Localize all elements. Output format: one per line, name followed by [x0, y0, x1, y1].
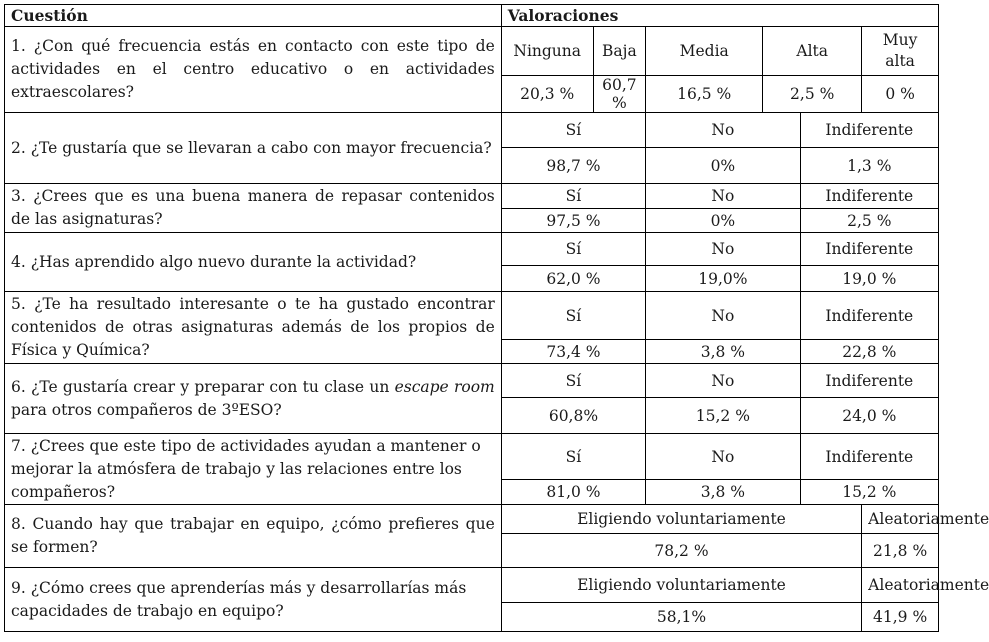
q6-options-row	[5, 364, 939, 398]
q9-value-aleatorio: 41,9 %	[862, 603, 939, 632]
q3-option-no: No	[646, 184, 800, 209]
q6-value-si: 60,8%	[501, 398, 645, 434]
q5-option-indiferente: Indiferente	[800, 292, 938, 340]
q2-value-si: 98,7 %	[501, 148, 645, 184]
q6-option-no: No	[646, 364, 800, 398]
q6-value-no: 15,2 %	[646, 398, 800, 434]
survey-results-table	[4, 4, 989, 632]
q8-option-voluntario: Eligiendo voluntariamente	[501, 505, 861, 534]
header-question: Cuestión	[5, 5, 502, 27]
q4-value-indiferente: 19,0 %	[800, 266, 938, 292]
q2-value-no: 0%	[646, 148, 800, 184]
q1-value-baja: 60,7 %	[593, 76, 646, 113]
q4-options-row	[5, 233, 939, 266]
q2-option-si: Sí	[501, 113, 645, 148]
q9-question: 9. ¿Cómo crees que aprenderías más y desarrollarías más capacidades de trabajo en equipo?	[5, 568, 502, 632]
q4-value-si: 62,0 %	[501, 266, 645, 292]
q6-option-si: Sí	[501, 364, 645, 398]
q7-option-indiferente: Indiferente	[800, 434, 938, 480]
q6-question-escape-room: escape room	[394, 377, 495, 396]
q8-value-voluntario: 78,2 %	[501, 534, 861, 568]
q3-value-no: 0%	[646, 209, 800, 233]
q3-options-row	[5, 184, 939, 209]
q8-options-row	[5, 505, 939, 534]
q4-value-no: 19,0%	[646, 266, 800, 292]
q4-option-indiferente: Indiferente	[800, 233, 938, 266]
q5-value-si: 73,4 %	[501, 340, 645, 364]
q1-value-muy-alta: 0 %	[862, 76, 939, 113]
q6-question	[5, 364, 502, 434]
q1-options-row	[5, 27, 939, 76]
q7-value-indiferente: 15,2 %	[800, 480, 938, 505]
q7-question: 7. ¿Crees que este tipo de actividades ayudan a mantener o mejorar la atmósfera de trabajo y las relaciones entre los compañeros?	[5, 434, 502, 505]
q5-value-no: 3,8 %	[646, 340, 800, 364]
q4-question: 4. ¿Has aprendido algo nuevo durante la actividad?	[5, 233, 502, 292]
q7-option-si: Sí	[501, 434, 645, 480]
q1-option-ninguna: Ninguna	[501, 27, 593, 76]
q1-option-baja: Baja	[593, 27, 646, 76]
q8-option-aleatorio: Aleatoriamente	[862, 505, 939, 534]
q3-option-indiferente: Indiferente	[800, 184, 938, 209]
q3-value-indiferente: 2,5 %	[800, 209, 938, 233]
q8-value-aleatorio: 21,8 %	[862, 534, 939, 568]
q2-question: 2. ¿Te gustaría que se llevaran a cabo con mayor frecuencia?	[5, 113, 502, 184]
q6-option-indiferente: Indiferente	[800, 364, 938, 398]
q9-value-voluntario: 58,1%	[501, 603, 861, 632]
q7-options-row	[5, 434, 939, 480]
q5-value-indiferente: 22,8 %	[800, 340, 938, 364]
q1-value-alta: 2,5 %	[763, 76, 862, 113]
q5-question: 5. ¿Te ha resultado interesante o te ha gustado encontrar contenidos de otras asignaturas además de los propios de Física y Química?	[5, 292, 502, 364]
q5-options-row	[5, 292, 939, 340]
q1-value-ninguna: 20,3 %	[501, 76, 593, 113]
q4-option-si: Sí	[501, 233, 645, 266]
q6-question-start: 6. ¿Te gustaría crear y preparar con tu clase un	[11, 377, 395, 396]
q1-value-media: 16,5 %	[646, 76, 763, 113]
q7-option-no: No	[646, 434, 800, 480]
q2-option-indiferente: Indiferente	[800, 113, 938, 148]
q3-value-si: 97,5 %	[501, 209, 645, 233]
q1-option-muy-alta: Muy alta	[862, 27, 939, 76]
q1-question: 1. ¿Con qué frecuencia estás en contacto con este tipo de actividades en el centro educativo o en actividades extraescolares?	[5, 27, 502, 113]
q1-option-media: Media	[646, 27, 763, 76]
q5-option-no: No	[646, 292, 800, 340]
q3-option-si: Sí	[501, 184, 645, 209]
header-ratings: Valoraciones	[501, 5, 938, 27]
q2-value-indiferente: 1,3 %	[800, 148, 938, 184]
q9-option-aleatorio: Aleatoriamente	[862, 568, 939, 603]
q5-option-si: Sí	[501, 292, 645, 340]
q7-value-no: 3,8 %	[646, 480, 800, 505]
q1-option-alta: Alta	[763, 27, 862, 76]
q9-options-row	[5, 568, 939, 603]
q3-question: 3. ¿Crees que es una buena manera de repasar contenidos de las asignaturas?	[5, 184, 502, 233]
q2-options-row	[5, 113, 939, 148]
q2-option-no: No	[646, 113, 800, 148]
q6-question-end: para otros compañeros de 3ºESO?	[11, 400, 282, 419]
q8-question: 8. Cuando hay que trabajar en equipo, ¿cómo prefieres que se formen?	[5, 505, 502, 568]
q7-value-si: 81,0 %	[501, 480, 645, 505]
q6-value-indiferente: 24,0 %	[800, 398, 938, 434]
q9-option-voluntario: Eligiendo voluntariamente	[501, 568, 861, 603]
header-row	[5, 5, 939, 27]
q4-option-no: No	[646, 233, 800, 266]
